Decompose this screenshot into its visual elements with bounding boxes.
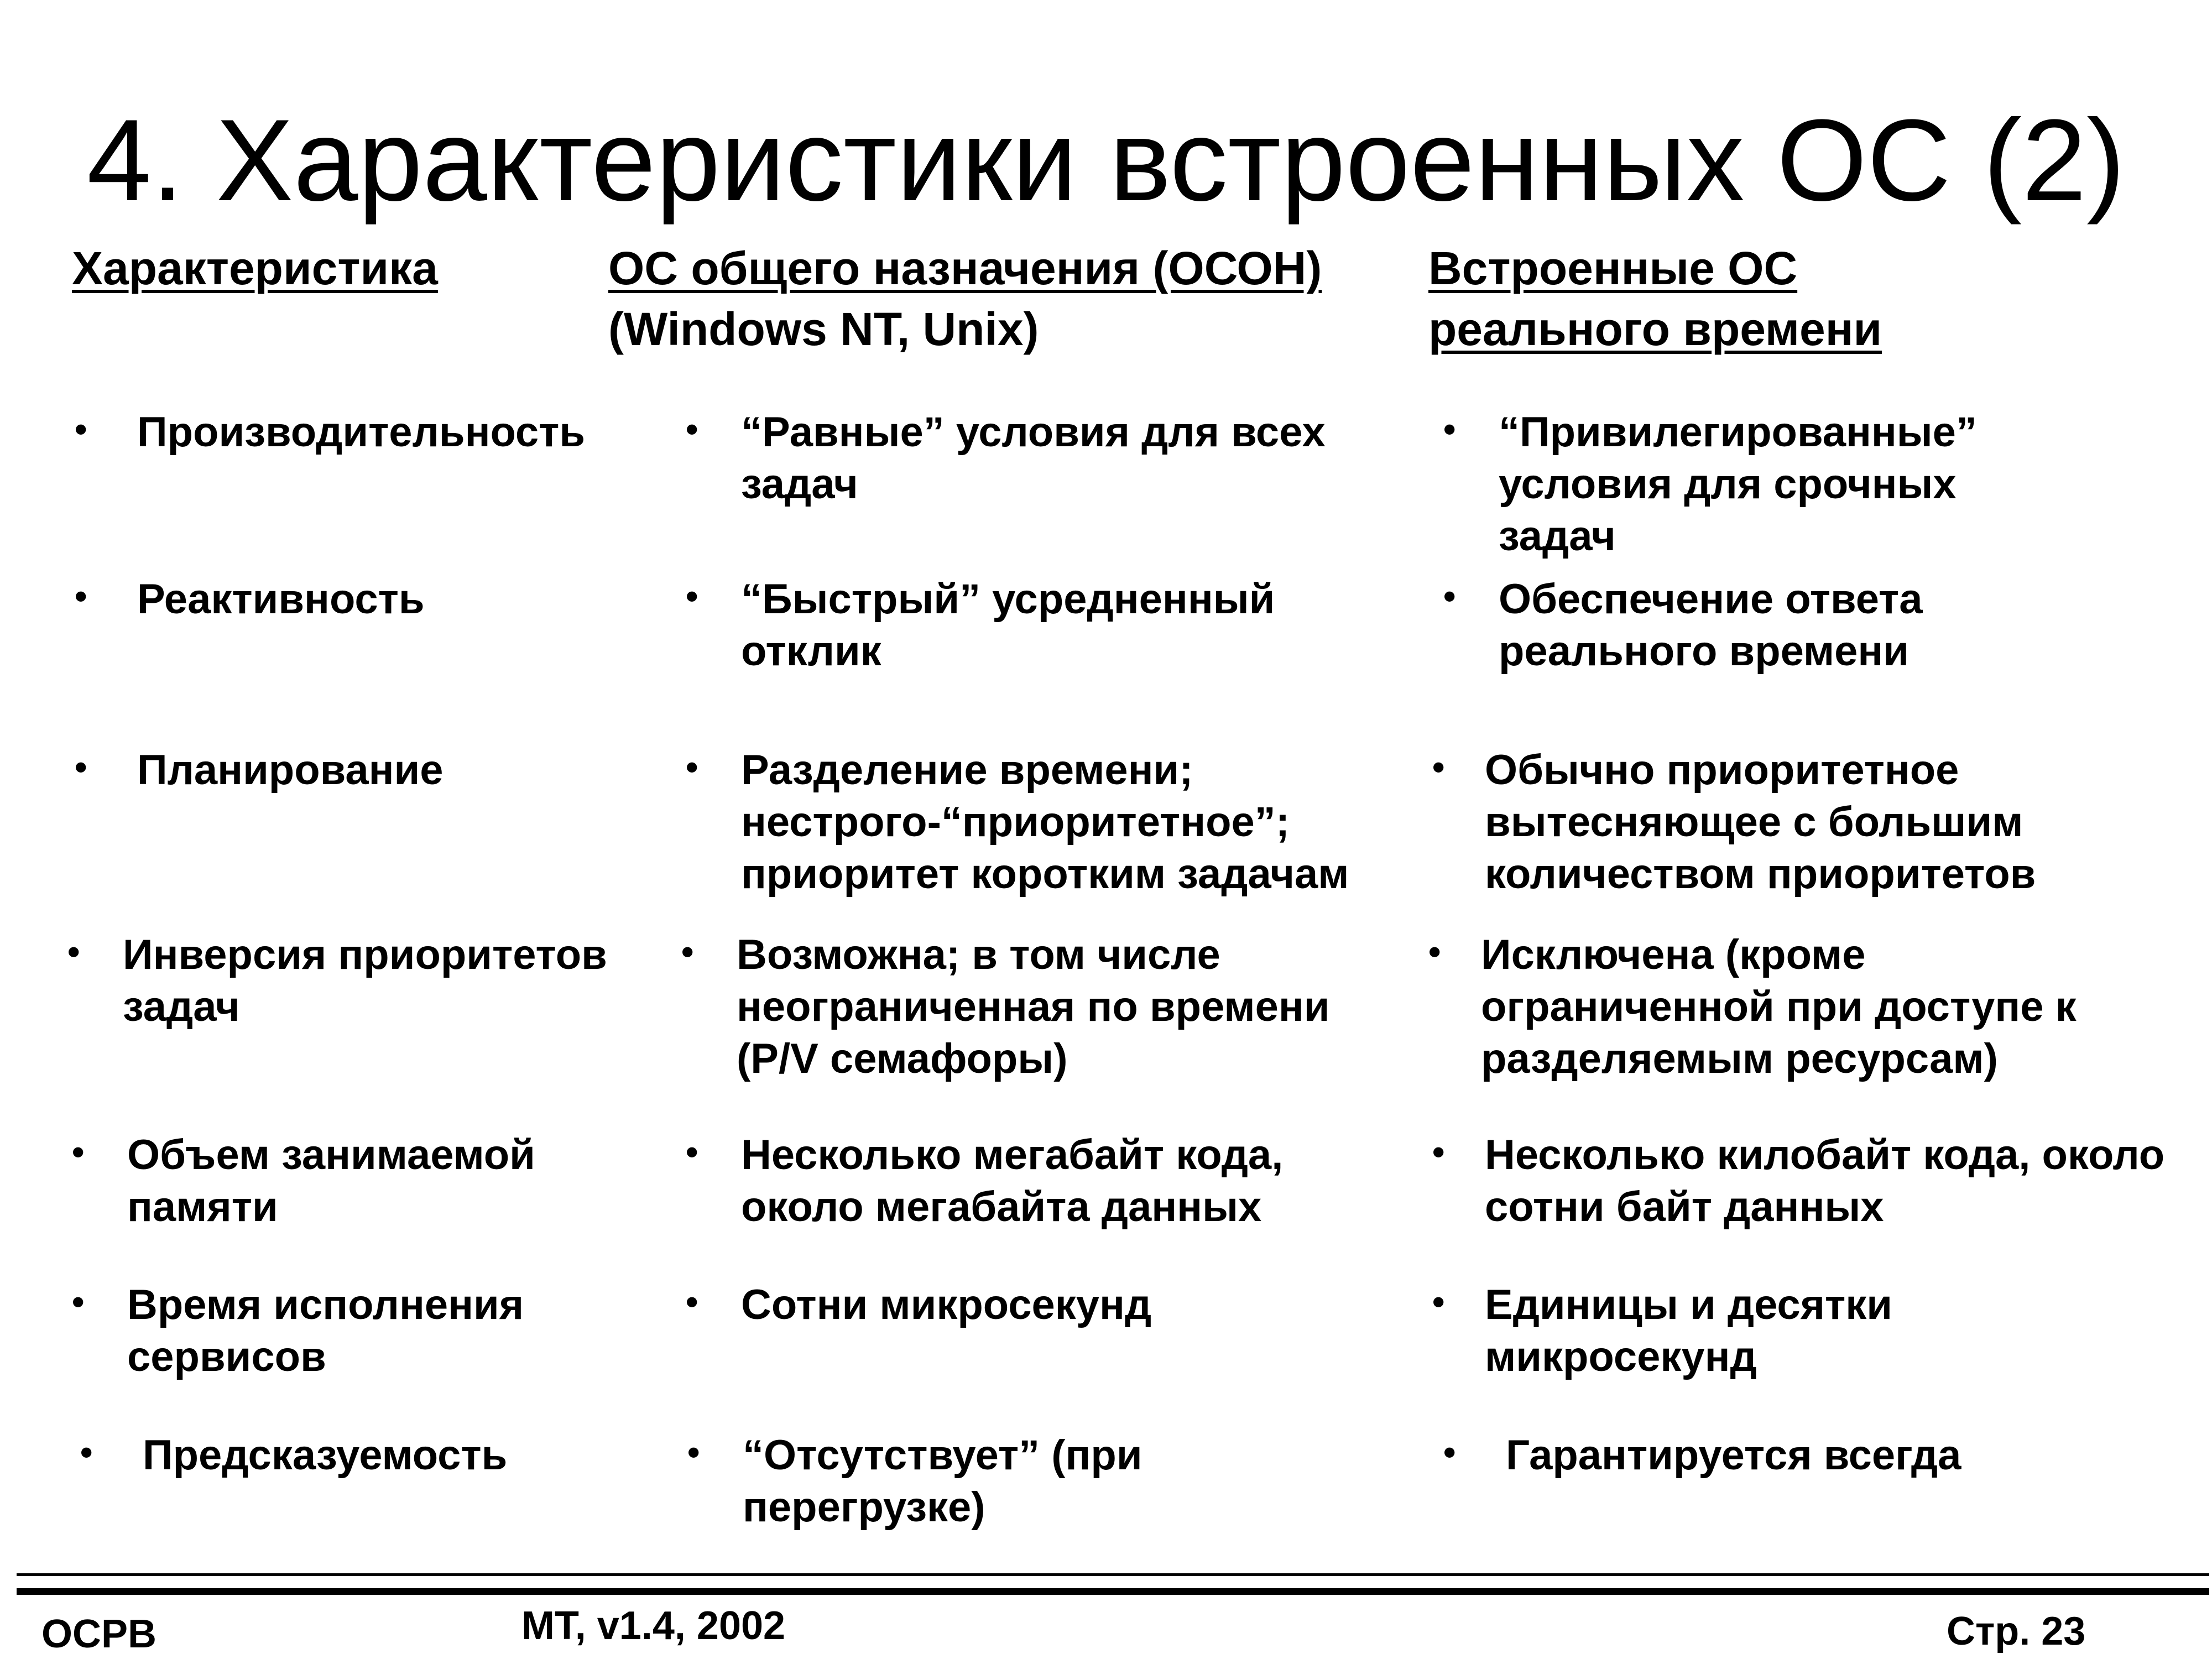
bullet-icon: • — [1443, 409, 1456, 449]
characteristic-text: Реактивность — [137, 576, 425, 623]
header-general-os-line2: (Windows NT, Unix) — [608, 303, 1039, 355]
embedded-os-text: “Привилегированные” условия для срочных задач — [1499, 409, 1977, 560]
embedded-os-text: Несколько килобайт кода, около сотни байт данных — [1485, 1131, 2165, 1230]
header-general-os — [608, 238, 1322, 359]
general-os-cell — [687, 1430, 1142, 1533]
bullet-icon: • — [1443, 576, 1456, 616]
general-os-text: “Равные” условия для всех задач — [741, 409, 1326, 508]
bullet-icon: • — [72, 1282, 85, 1322]
characteristic-cell — [67, 929, 607, 1033]
footer-page-number: Стр. 23 — [1947, 1609, 2086, 1653]
embedded-os-cell — [1428, 929, 2077, 1085]
embedded-os-text: Единицы и десятки микросекунд — [1485, 1281, 1892, 1380]
embedded-os-text: Обеспечение ответа реального времени — [1499, 576, 1923, 675]
characteristic-cell — [72, 1129, 535, 1233]
bullet-icon: • — [681, 932, 694, 972]
bullet-icon: • — [686, 747, 698, 787]
bullet-icon: • — [75, 576, 87, 616]
header-characteristic-label: Характеристика — [72, 242, 438, 294]
characteristic-text: Производительность — [137, 409, 586, 456]
bullet-icon: • — [686, 576, 698, 616]
characteristic-text: Предсказуемость — [143, 1432, 508, 1479]
general-os-text: Сотни микросекунд — [741, 1281, 1152, 1328]
general-os-cell — [681, 929, 1329, 1085]
slide-title: 4. Характеристики встроенных ОС (2) — [87, 95, 2125, 225]
embedded-os-text: Исключена (кроме ограниченной при доступе к разделяемым ресурсам) — [1481, 931, 2077, 1082]
bullet-icon: • — [75, 409, 87, 449]
general-os-cell — [686, 1279, 1151, 1331]
embedded-os-cell — [1432, 744, 2036, 900]
bullet-icon: • — [1432, 1282, 1445, 1322]
footer-divider-thin — [17, 1573, 2209, 1576]
footer-center-label: МТ, v1.4, 2002 — [521, 1604, 786, 1648]
characteristic-cell — [80, 1430, 507, 1481]
embedded-os-text: Гарантируется всегда — [1506, 1432, 1961, 1479]
bullet-icon: • — [1443, 1432, 1456, 1472]
bullet-icon: • — [72, 1132, 85, 1172]
general-os-cell — [686, 406, 1326, 510]
header-general-os-line1: ОС общего назначения (ОСОН) — [608, 242, 1322, 294]
embedded-os-cell — [1432, 1129, 2164, 1233]
characteristic-cell — [72, 1279, 524, 1383]
embedded-os-cell — [1443, 573, 1923, 677]
embedded-os-cell — [1432, 1279, 1892, 1383]
header-characteristic — [72, 238, 438, 299]
general-os-cell — [686, 1129, 1283, 1233]
footer-left-label: ОСРВ — [41, 1612, 157, 1656]
embedded-os-cell — [1443, 1430, 1961, 1481]
characteristic-text: Время исполнения сервисов — [127, 1281, 524, 1380]
characteristic-cell — [75, 744, 444, 796]
embedded-os-text: Обычно приоритетное вытесняющее с большим количеством приоритетов — [1485, 747, 2036, 898]
bullet-icon: • — [686, 1282, 698, 1322]
header-embedded-os — [1428, 238, 1882, 359]
bullet-icon: • — [67, 932, 80, 972]
general-os-cell — [686, 573, 1275, 677]
general-os-cell — [686, 744, 1349, 900]
embedded-os-cell — [1443, 406, 1977, 562]
general-os-text: Несколько мегабайт кода, около мегабайта данных — [741, 1131, 1284, 1230]
characteristic-text: Планирование — [137, 747, 444, 794]
characteristic-cell — [75, 406, 585, 458]
characteristic-text: Объем занимаемой памяти — [127, 1131, 535, 1230]
general-os-text: “Быстрый” усредненный отклик — [741, 576, 1275, 675]
characteristic-text: Инверсия приоритетов задач — [123, 931, 607, 1030]
footer-divider-thick — [17, 1588, 2209, 1595]
bullet-icon: • — [686, 409, 698, 449]
bullet-icon: • — [687, 1432, 700, 1472]
header-embedded-os-line1: Встроенные ОС — [1428, 242, 1798, 294]
bullet-icon: • — [1428, 932, 1441, 972]
general-os-text: Разделение времени; нестрого-“приоритетное”; приоритет коротким задачам — [741, 747, 1349, 898]
bullet-icon: • — [686, 1132, 698, 1172]
characteristic-cell — [75, 573, 425, 625]
bullet-icon: • — [1432, 1132, 1445, 1172]
general-os-text: “Отсутствует” (при перегрузке) — [743, 1432, 1142, 1531]
bullet-icon: • — [75, 747, 87, 787]
bullet-icon: • — [80, 1432, 93, 1472]
general-os-text: Возможна; в том числе неограниченная по времени (P/V семафоры) — [737, 931, 1330, 1082]
header-embedded-os-line2: реального времени — [1428, 303, 1882, 355]
bullet-icon: • — [1432, 747, 1445, 787]
